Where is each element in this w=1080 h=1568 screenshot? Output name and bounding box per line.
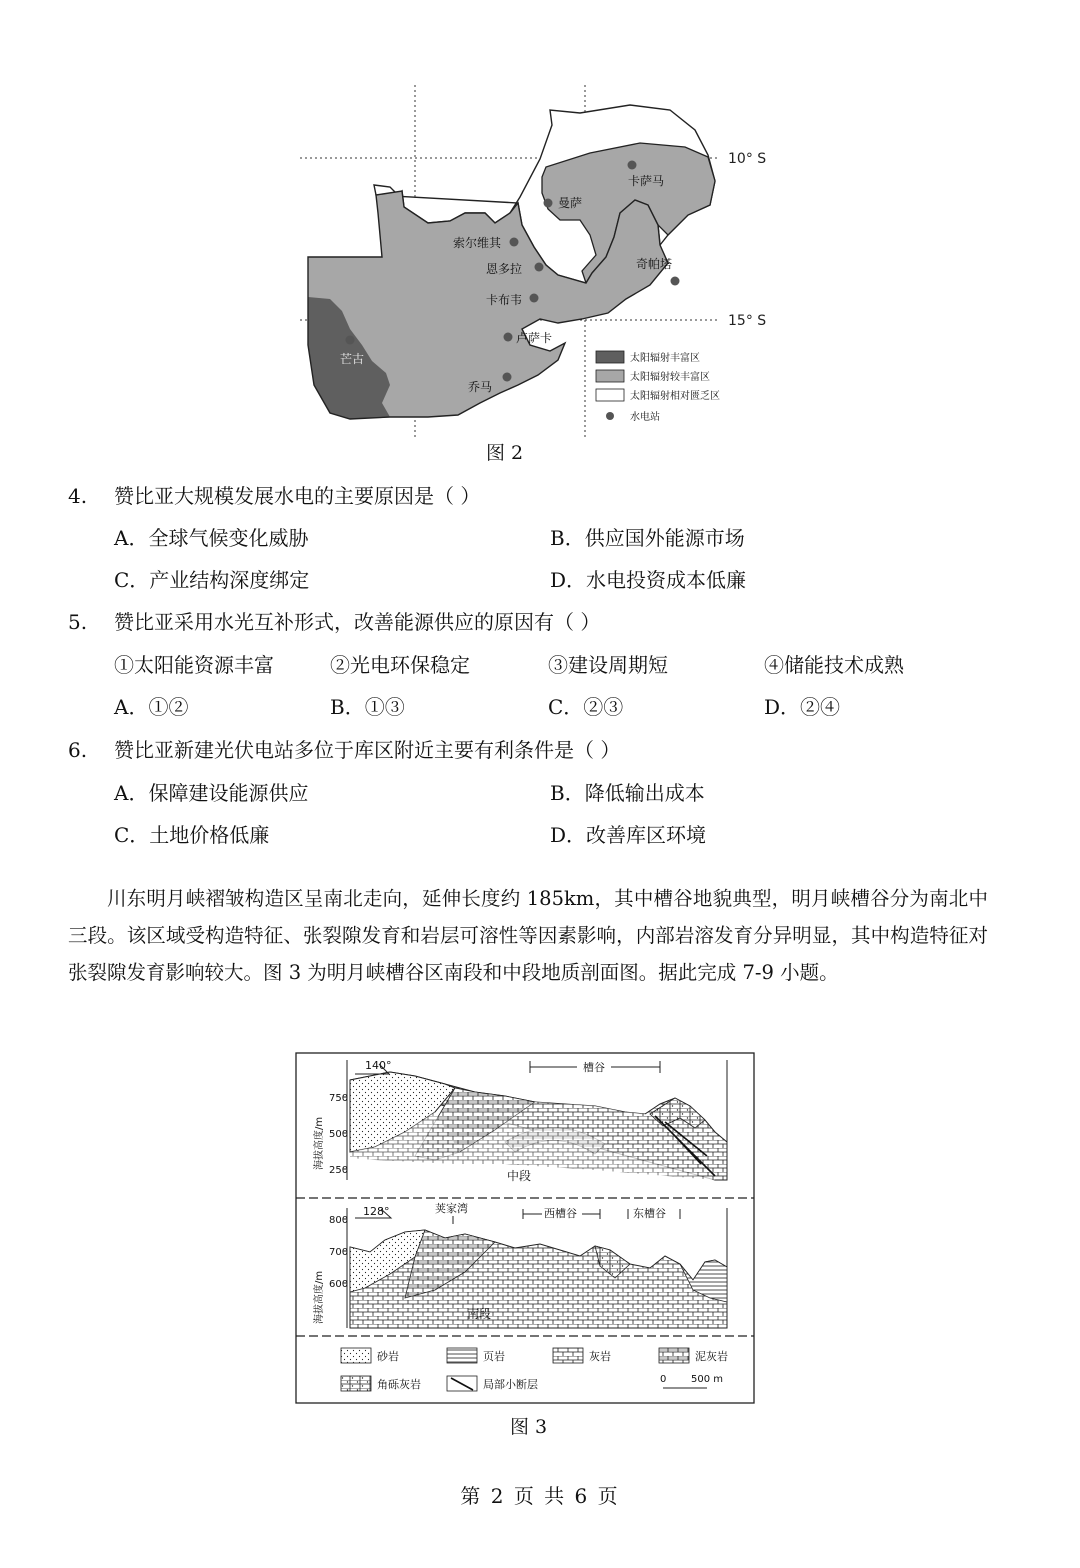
city-label: 卢萨卡 <box>516 331 553 345</box>
station-solwezi <box>510 238 519 247</box>
lat-label-15s: 15° S <box>728 313 767 329</box>
legend-label: 灰岩 <box>589 1350 611 1363</box>
station-kasama <box>628 161 637 170</box>
question-stem: 赞比亚大规模发展水电的主要原因是（ ） <box>114 484 481 508</box>
city-label: 卡萨马 <box>628 174 665 188</box>
y-axis-label: 海拔高度/m <box>314 1116 325 1170</box>
question-5 <box>68 606 600 635</box>
q4-option-b[interactable]: B．供应国外能源市场 <box>550 526 745 550</box>
question-4 <box>68 480 480 509</box>
valley-label: 槽谷 <box>583 1061 605 1074</box>
q5-option-d[interactable]: D．②④ <box>764 695 841 719</box>
figure2-caption: 图 2 <box>486 442 524 464</box>
q5-option-a[interactable]: A．①② <box>114 695 189 719</box>
east-valley-label: 东槽谷 <box>633 1207 666 1220</box>
figure3-caption: 图 3 <box>510 1416 548 1438</box>
q5-option-b[interactable]: B．①③ <box>330 695 405 719</box>
q5-item-1: ①太阳能资源丰富 <box>114 653 274 677</box>
station-choma <box>503 373 512 382</box>
question-number: 4. <box>68 484 88 508</box>
q6-option-c[interactable]: C．土地价格低廉 <box>114 823 270 847</box>
figure2-map <box>290 85 790 440</box>
legend-label: 局部小断层 <box>483 1378 538 1391</box>
tick-label: 600 <box>329 1279 349 1290</box>
legend-label: 页岩 <box>483 1350 505 1363</box>
q5-item-3: ③建设周期短 <box>548 653 668 677</box>
south-section-label: 南段 <box>467 1307 492 1321</box>
legend-label: 太阳辐射相对匮乏区 <box>630 391 720 402</box>
q5-item-4: ④储能技术成熟 <box>764 653 904 677</box>
scale-zero: 0 <box>660 1374 667 1385</box>
q5-item-2: ②光电环保稳定 <box>330 653 470 677</box>
question-stem: 赞比亚新建光伏电站多位于库区附近主要有利条件是（ ） <box>114 738 621 762</box>
tick-label: 800 <box>329 1215 349 1226</box>
legend-label: 泥灰岩 <box>695 1350 728 1363</box>
question-stem: 赞比亚采用水光互补形式，改善能源供应的原因有（ ） <box>114 610 601 634</box>
question-number: 6. <box>68 738 88 762</box>
passage-7-9: 川东明月峡褶皱构造区呈南北走向，延伸长度约 185km，其中槽谷地貌典型，明月峡槽谷分为南北中三段。该区域受构造特征、张裂隙发育和岩层可溶性等因素影响，内部岩溶发育分异明显，其中构造特征对张裂隙发育影响较大。图 3 为明月峡槽谷区南段和中段地质剖面图。据此完成 7-9 小题。 <box>68 887 988 984</box>
city-label: 奇帕塔 <box>636 257 673 271</box>
tick-label: 700 <box>329 1247 349 1258</box>
q4-option-d[interactable]: D．水电投资成本低廉 <box>550 568 747 592</box>
legend-label: 太阳辐射较丰富区 <box>630 372 710 383</box>
q4-option-c[interactable]: C．产业结构深度绑定 <box>114 568 310 592</box>
legend-label: 太阳辐射丰富区 <box>630 353 700 364</box>
page-footer: 第 2 页 共 6 页 <box>460 1484 620 1508</box>
station-chipata <box>671 277 680 286</box>
station-mansa <box>544 199 553 208</box>
figure3-sections <box>295 1052 755 1404</box>
city-label: 芒古 <box>340 352 365 366</box>
question-number: 5. <box>68 610 88 634</box>
figure2-legend <box>596 351 720 423</box>
station-mongu <box>346 336 355 345</box>
legend-label: 砂岩 <box>377 1350 399 1363</box>
city-label: 恩多拉 <box>486 262 523 276</box>
city-label: 乔马 <box>468 380 493 394</box>
lat-label-10s: 10° S <box>728 151 767 167</box>
station-kabwe <box>530 294 539 303</box>
legend-label: 角砾灰岩 <box>377 1378 421 1391</box>
q6-option-a[interactable]: A．保障建设能源供应 <box>114 781 309 805</box>
legend-label: 水电站 <box>630 412 660 423</box>
village-label: 荚家湾 <box>435 1202 468 1215</box>
question-6 <box>68 734 620 763</box>
tick-label: 250 <box>329 1165 349 1176</box>
city-label: 卡布韦 <box>486 293 523 307</box>
station-lusaka <box>504 333 513 342</box>
q6-option-d[interactable]: D．改善库区环境 <box>550 823 707 847</box>
scale-length: 500 m <box>691 1374 724 1385</box>
dip-angle-label: 140° <box>365 1059 392 1072</box>
city-label: 索尔维其 <box>453 236 502 250</box>
middle-section-label: 中段 <box>507 1169 532 1183</box>
tick-label: 500 <box>329 1129 349 1140</box>
dip-angle-label: 128° <box>363 1205 390 1218</box>
tick-label: 750 <box>329 1093 349 1104</box>
west-valley-label: 西槽谷 <box>544 1207 577 1220</box>
y-axis-label: 海拔高度/m <box>314 1270 325 1324</box>
station-ndola <box>535 263 544 272</box>
q5-option-c[interactable]: C．②③ <box>548 695 624 719</box>
q6-option-b[interactable]: B．降低输出成本 <box>550 781 705 805</box>
city-label: 曼萨 <box>558 196 583 210</box>
q4-option-a[interactable]: A．全球气候变化威胁 <box>114 526 309 550</box>
